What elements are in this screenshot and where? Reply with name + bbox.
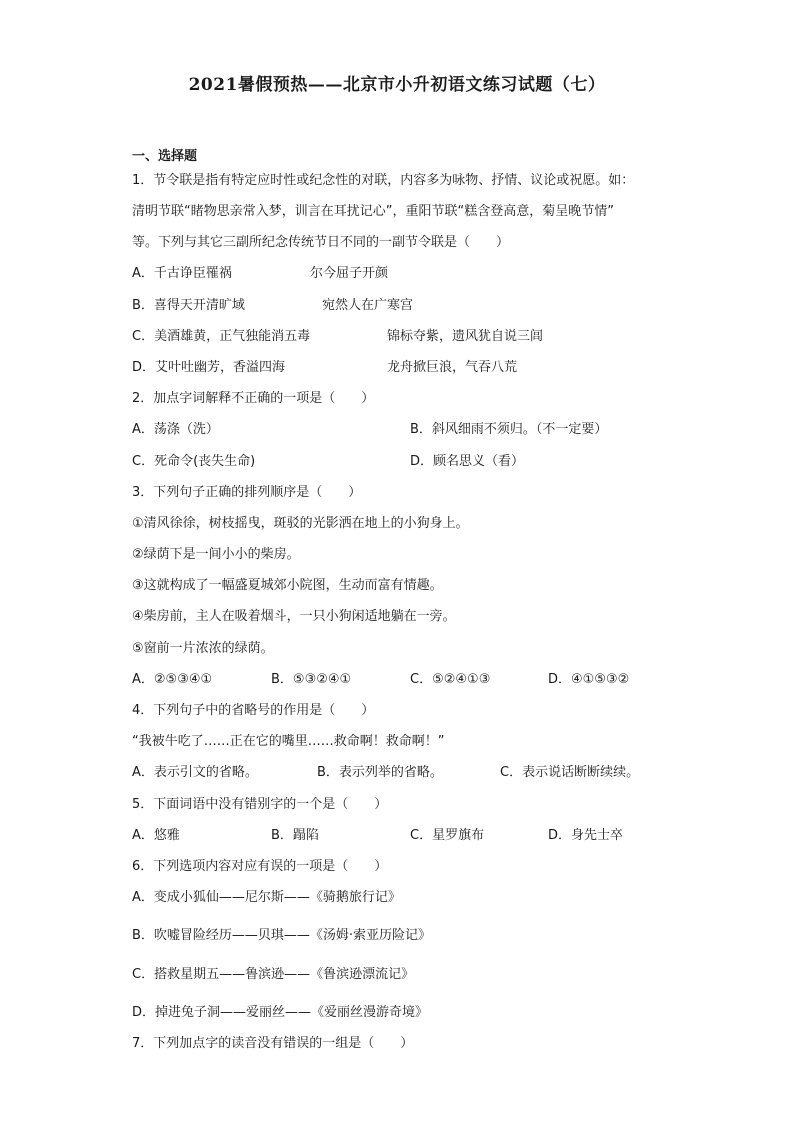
question-2-option-c: C．死命令(丧失生命) — [132, 454, 256, 469]
question-2-option-b: B．斜风细雨不须归。（不一定要） — [410, 422, 608, 437]
question-3-sentence-3: ③这就构成了一幅盛夏城郊小院图，生动而富有情趣。 — [132, 578, 443, 593]
question-1-option-b-left: B．喜得天开清旷域 — [132, 298, 245, 313]
question-6-option-c: C．搭救星期五——鲁滨逊——《鲁滨逊漂流记》 — [132, 967, 415, 982]
question-6-stem: 6．下列选项内容对应有误的一项是（ ） — [132, 859, 388, 874]
question-2-stem: 2．加点字词解释不正确的一项是（ ） — [132, 391, 375, 406]
question-1-option-b-right: 宛然人在广寒宫 — [322, 298, 414, 313]
question-5-stem: 5．下面词语中没有错别字的一个是（ ） — [132, 797, 388, 812]
question-7-stem: 7．下列加点字的读音没有错误的一组是（ ） — [132, 1036, 414, 1051]
question-2-option-a: A．荡涤（洗） — [132, 422, 219, 437]
question-1-line-2: 清明节联“睹物思亲常入梦，训言在耳扰记心”，重阳节联“糕含登高意，菊呈晚节情” — [132, 204, 614, 219]
question-3-option-d: D．④①⑤③② — [548, 672, 630, 687]
question-3-sentence-1: ①清风徐徐，树枝摇曳，斑驳的光影洒在地上的小狗身上。 — [132, 516, 469, 531]
question-6-option-d: D．掉进兔子洞——爱丽丝——《爱丽丝漫游奇境》 — [132, 1005, 429, 1020]
question-4-option-a: A．表示引文的省略。 — [132, 765, 258, 780]
question-1-line-3: 等。下列与其它三副所纪念传统节日不同的一副节令联是（ ） — [132, 235, 510, 250]
question-6-option-b: B．吹嘘冒险经历——贝琪——《汤姆·索亚历险记》 — [132, 928, 432, 943]
question-1-option-c-right: 锦标夺紫，遗风犹自说三闾 — [387, 329, 544, 344]
question-3-stem: 3．下列句子正确的排列顺序是（ ） — [132, 485, 362, 500]
question-4-option-c: C．表示说话断断续续。 — [500, 765, 640, 780]
question-1-option-d-right: 龙舟掀巨浪，气吞八荒 — [387, 360, 518, 375]
question-2-option-d: D．顾名思义（看） — [410, 454, 525, 469]
question-3-option-c: C．⑤②④①③ — [410, 672, 491, 687]
question-3-option-b: B．⑤③②④① — [271, 672, 352, 687]
question-3-sentence-4: ④柴房前，主人在吸着烟斗，一只小狗闲适地躺在一旁。 — [132, 609, 456, 624]
question-1-option-c-left: C．美酒雄黄，正气独能消五毒 — [132, 329, 311, 344]
question-4-quote: “我被牛吃了……正在它的嘴里……救命啊！救命啊！” — [132, 734, 445, 749]
section-heading: 一、选择题 — [132, 149, 198, 164]
question-4-option-b: B．表示列举的省略。 — [317, 765, 443, 780]
question-1-option-d-left: D．艾叶吐幽芳，香溢四海 — [132, 360, 286, 375]
question-5-option-d: D．身先士卒 — [548, 828, 624, 843]
question-1-option-a-left: A．千古诤臣罹祸 — [132, 266, 232, 281]
question-1-option-a-right: 尔今屈子开颜 — [310, 266, 389, 281]
question-4-stem: 4．下列句子中的省略号的作用是（ ） — [132, 703, 375, 718]
question-5-option-b: B．蹋陷 — [271, 828, 319, 843]
question-5-option-c: C．星罗旗布 — [410, 828, 485, 843]
question-3-sentence-2: ②绿荫下是一间小小的柴房。 — [132, 547, 300, 562]
question-3-sentence-5: ⑤窗前一片浓浓的绿荫。 — [132, 641, 274, 656]
question-6-option-a: A．变成小狐仙——尼尔斯——《骑鹅旅行记》 — [132, 890, 401, 905]
question-5-option-a: A．悠雅 — [132, 828, 180, 843]
question-1-line-1: 1．节令联是指有特定应时性或纪念性的对联，内容多为咏物、抒情、议论或祝愿。如： — [132, 173, 635, 188]
page-title: 2021暑假预热——北京市小升初语文练习试题（七） — [188, 75, 606, 95]
question-3-option-a: A．②⑤③④① — [132, 672, 213, 687]
